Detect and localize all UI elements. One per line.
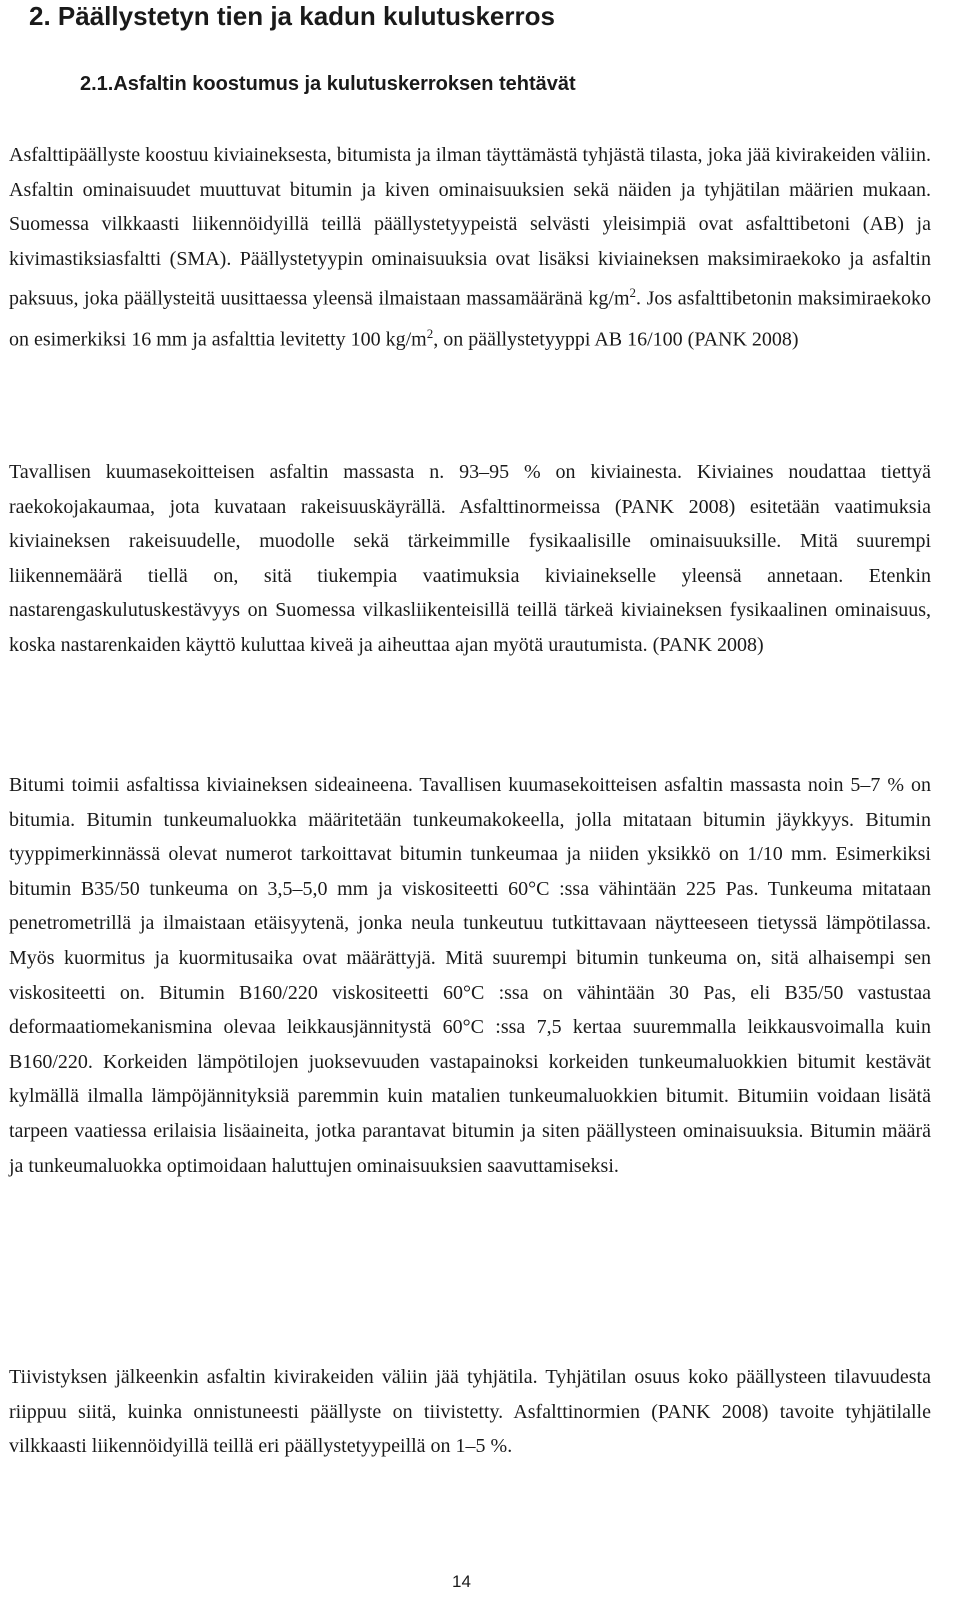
paragraph-bitumen: Bitumi toimii asfaltissa kiviaineksen sideaineena. Tavallisen kuumasekoitteisen asfaltin massasta noin 5–7 % on bitumia. Bitumin tunkeumaluokka määritetään tunkeumakokeella, jolla mitataan bitumin jäykkyys. Bitumin tyyppimerkinnässä olevat numerot tarkoittavat bitumin tunkeumaa ja niiden yksikkö on 1/10 mm. Esimerkiksi bitumin B35/50 tunkeuma on 3,5–5,0 mm ja viskositeetti 60°C :ssa vähintään 225 Pas. Tunkeuma mitataan penetrometrillä ja ilmaistaan etäisyytenä, jonka neula tunkeutuu tutkittavaan näytteeseen tietyssä lämpötilassa. Myös kuormitus ja kuormitusaika ovat määrättyjä. Mitä suurempi bitumin tunkeuma on, sitä alhaisempi sen viskositeetti on. Bitumin B160/220 viskositeetti 60°C :ssa on vähintään 30 Pas, eli B35/50 vastustaa deformaatiomekanismina olevaa leikkausjännitystä 60°C :ssa 7,5 kertaa suuremmalla leikkausvoimalla kuin B160/220. Korkeiden lämpötilojen juoksevuuden vastapainoksi korkeiden tunkeumaluokkien bitumit kestävät kylmällä ilmalla lämpöjännityksiä paremmin kuin matalien tunkeumaluokkien bitumit. Bitumiin voidaan lisätä tarpeen vaatiessa erilaisia lisäaineita, jotka parantavat bitumin ja siten päällysteen ominaisuuksia. Bitumin määrä ja tunkeumaluokka optimoidaan haluttujen ominaisuuksien saavuttamiseksi.: [9, 774, 931, 1177]
paragraph-text: . Jos asfalttibetonin maksimiraekoko on esimerkiksi 16 mm ja asfalttia levitetty 100 kg/m: [9, 288, 932, 351]
superscript: 2: [629, 285, 636, 301]
page-number: 14: [452, 1572, 471, 1591]
section-heading: 2.1.Asfaltin koostumus ja kulutuskerroksen tehtävät: [80, 73, 576, 95]
chapter-heading: 2. Päällystetyn tien ja kadun kulutuskerros: [29, 1, 555, 31]
paragraph-aggregate: Tavallisen kuumasekoitteisen asfaltin massasta n. 93–95 % on kiviainesta. Kiviaines noudattaa tiettyä raekokojakaumaa, jota kuvataan rakeisuuskäyrällä. Asfalttinormeissa (PANK 2008) esitetään vaatimuksia kiviaineksen rakeisuudelle, muodolle sekä tärkeimmille fysikaalisille ominaisuuksille. Mitä suurempi liikennemäärä tiellä on, sitä tiukempia vaatimuksia kiviainekselle yleensä annetaan. Etenkin nastarengaskulutuskestävyys on Suomessa vilkasliikenteisillä teillä tärkeä kiviaineksen fysikaalinen ominaisuus, koska nastarenkaiden käyttö kuluttaa kiveä ja aiheuttaa ajan myötä urautumista. (PANK 2008): [9, 461, 931, 656]
paragraph-air-voids: Tiivistyksen jälkeenkin asfaltin kivirakeiden väliin jää tyhjätila. Tyhjätilan osuus koko päällysteen tilavuudesta riippuu siitä, kuinka onnistuneesti päällyste on tiivistetty. Asfalttinormien (PANK 2008) tavoite tyhjätilalle vilkkaasti liikennöidyillä teillä eri päällystetyypeillä on 1–5 %.: [9, 1366, 931, 1458]
paragraph-text: , on päällystetyyppi AB 16/100 (PANK 2008): [433, 328, 799, 351]
paragraph-asphalt-composition: [9, 138, 931, 357]
paragraph-text: Asfalttipäällyste koostuu kiviaineksesta, bitumista ja ilman täyttämästä tyhjästä tilasta, joka jää kivirakeiden väliin. Asfaltin ominaisuudet muuttuvat bitumin ja kiven ominaisuuksien sekä näiden ja tyhjätilan määrien mukaan. Suomessa vilkkaasti liikennöidyillä teillä päällystetyypeistä selvästi yleisimpiä ovat asfalttibetoni (AB) ja kivimastiksiasfaltti (SMA). Päällystetyypin ominaisuuksia ovat lisäksi kiviaineksen maksimiraekoko ja asfaltin paksuus, joka päällysteitä uusittaessa yleensä ilmaistaan massamääränä kg/m: [9, 144, 931, 311]
superscript: 2: [426, 325, 434, 341]
